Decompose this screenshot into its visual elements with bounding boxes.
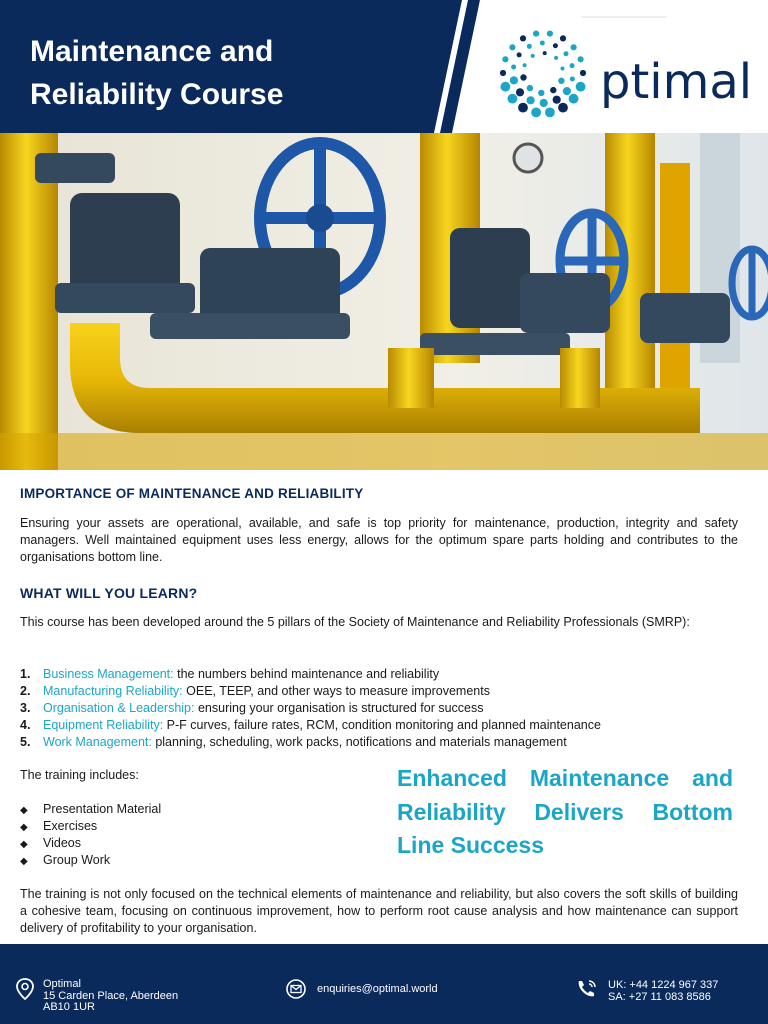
dotted-circle-logo-icon [496,26,596,120]
pillar-text: P-F curves, failure rates, RCM, condition monitoring and planned maintenance [163,718,601,732]
list-item: 4. Equipment Reliability: P-F curves, failure rates, RCM, condition monitoring and planned maintenance [20,718,601,732]
footer-address-line1: 15 Carden Place, Aberdeen [43,989,179,1002]
logo-dot [571,44,577,50]
pillar-key: Equipment Reliability: [43,718,164,732]
logo-dot [501,82,511,92]
list-item: 5. Work Management: planning, scheduling, work packs, notifications and materials management [20,735,567,749]
list-item: 1. Business Management: the numbers behind maintenance and reliability [20,667,440,681]
course-title [30,30,450,116]
logo-dot [578,56,584,62]
training-list [20,801,161,869]
logo-dot [553,43,558,48]
header-rule [582,16,666,18]
callout-quote [397,762,733,863]
logo-dot [569,94,579,104]
logo-dot [558,78,564,84]
diamond-bullet-icon: ◆ [20,839,28,850]
callout-line2: Reliability Delivers Bottom [397,798,733,825]
closing-paragraph: The training is not only focused on the technical elements of maintenance and reliability, but also covers the soft skills of building a cohesive team, focusing on continuous improvement, how to perform root cause analysis and how maintenance can support delivery of profitability to your organisation. [20,887,738,935]
industrial-valves-pipes-icon [0,133,768,470]
logo-dot [553,96,561,104]
logo-dot [540,99,548,107]
logo-dot [518,103,528,113]
pillar-key: Business Management: [43,667,174,681]
callout-line1: Enhanced Maintenance and [397,765,733,791]
footer-email-link[interactable]: enquiries@optimal.world [317,983,438,995]
logo-dot [531,108,541,118]
footer-phones [608,980,718,1003]
logo-dot [527,96,535,104]
logo-dot [520,35,526,41]
phone-icon [575,978,599,1000]
footer-address [43,979,178,1014]
logo-dot [561,67,565,71]
logo-dot [570,63,575,68]
footer-phone-sa[interactable]: SA: +27 11 083 8586 [608,990,711,1003]
pillar-text: ensuring your organisation is structured for success [194,701,484,715]
diamond-bullet-icon: ◆ [20,856,28,867]
logo-dot [511,65,516,70]
pillar-text: OEE, TEEP, and other ways to measure improvements [182,684,490,698]
list-item: 2. Manufacturing Reliability: OEE, TEEP, and other ways to measure improvements [20,684,490,698]
logo-dot [516,88,524,96]
logo-dot [563,87,571,95]
logo-dot [580,70,586,76]
logo-dot [527,85,533,91]
logo-dot [570,77,575,82]
header [0,0,768,133]
pillar-key: Organisation & Leadership: [43,701,195,715]
course-title-line2: Reliability Course [30,78,284,111]
logo-dot [543,51,547,55]
section-body-learn: This course has been developed around the 5 pillars of the Society of Maintenance and Reliability Professionals (SMRP): [20,615,690,629]
logo-dot [545,108,555,118]
logo-dot [533,31,539,37]
course-title-line1: Maintenance and [30,35,274,68]
logo-dot [517,52,522,57]
logo-dot [576,82,586,92]
logo-dot [560,35,566,41]
footer [0,944,768,1024]
list-item: ◆ Exercises [20,818,161,835]
pillars-list [20,666,740,751]
location-pin-icon [15,978,35,1000]
pillar-key: Manufacturing Reliability: [43,684,183,698]
logo-dot [520,74,526,80]
logo-dot [508,94,518,104]
callout-line3: Line Success [397,832,545,858]
industrial-valves-photo [0,133,768,470]
diamond-bullet-icon: ◆ [20,822,28,833]
logo-dot [509,44,515,50]
footer-address-line2: AB10 1UR [43,1001,95,1013]
logo-dot [547,31,553,37]
pillar-key: Work Management: [43,735,152,749]
footer-company: Optimal [43,978,81,990]
training-heading: The training includes: [20,768,139,782]
footer-phone-uk[interactable]: UK: +44 1224 967 337 [608,979,719,991]
logo-dot [550,87,556,93]
list-item: ◆ Videos [20,835,161,852]
pillar-text: the numbers behind maintenance and reliability [173,667,440,681]
logo-dot [558,103,568,113]
logo-dot [564,51,569,56]
logo-wordmark: ptimal [600,54,753,110]
logo-dot [510,76,518,84]
logo-dot [531,54,535,58]
diamond-bullet-icon: ◆ [20,805,28,816]
logo-dot [554,56,558,60]
section-title-learn: WHAT WILL YOU LEARN? [20,585,198,601]
list-item: ◆ Group Work [20,852,161,869]
logo-dot [502,56,508,62]
section-title-importance: IMPORTANCE OF MAINTENANCE AND RELIABILITY [20,486,364,501]
list-item: 3. Organisation & Leadership: ensuring your organisation is structured for success [20,701,484,715]
list-item: ◆ Presentation Material [20,801,161,818]
logo-dot [538,90,544,96]
email-icon [285,979,307,999]
logo-dot [540,41,545,46]
logo-dot [500,70,506,76]
pillar-text: planning, scheduling, work packs, notifications and materials management [151,735,567,749]
section-body-importance: Ensuring your assets are operational, available, and safe is top priority for maintenance, production, integrity and safety managers. Well maintained equipment uses less energy, allows for the optimum spare parts holding and contributes to the organisations bottom line. [20,516,738,564]
logo-dot [527,44,532,49]
optimal-logo [496,26,753,120]
logo-dot [523,63,527,67]
